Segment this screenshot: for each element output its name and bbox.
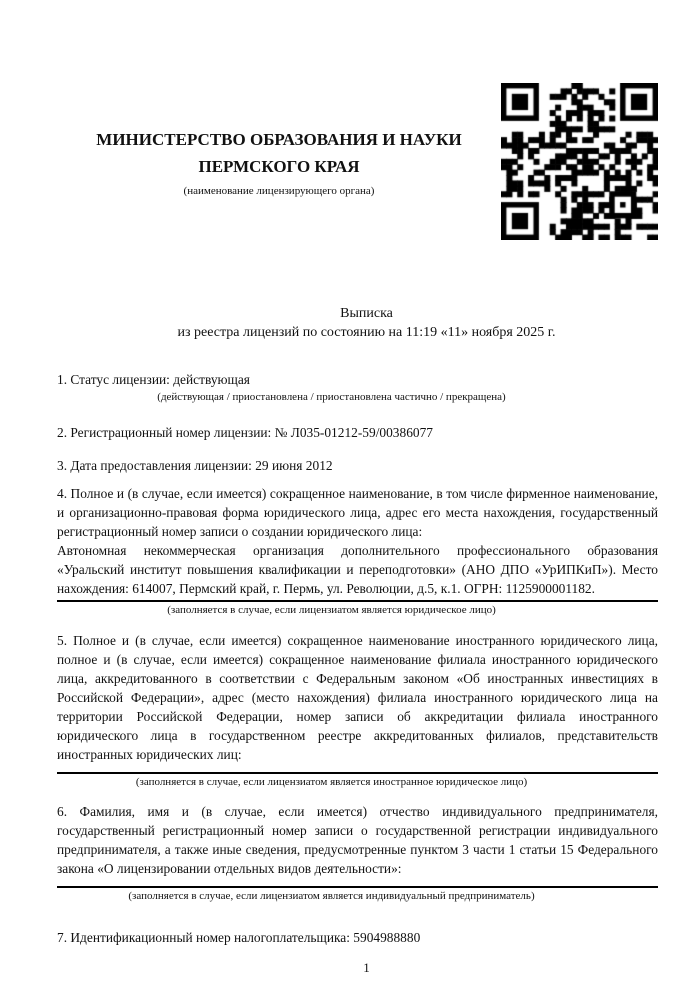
- item-7-text: 7. Идентификационный номер налогоплательщика: 5904988880: [57, 930, 421, 945]
- ministry-name-line2: ПЕРМСКОГО КРАЯ: [198, 156, 360, 176]
- item-4-label: 4. Полное и (в случае, если имеется) сокращенное наименование, в том числе фирменное наименование, и организационно-правовая форма юридического лица, адрес его места нахождения, государственный регистрационный номер записи о создании юридического лица:: [57, 486, 658, 539]
- item-6-label: 6. Фамилия, имя и (в случае, если имеется) отчество индивидуального предпринимателя, государственный регистрационный номер записи о государственной регистрации индивидуального предпринимателя, а также иные сведения, предусмотренные пунктом 3 части 1 статьи 15 Федерального закона «О лицензировании отдельных видов деятельности»:: [57, 804, 658, 876]
- item-1-text: 1. Статус лицензии: действующая: [57, 372, 250, 387]
- item-5-separator-line: [57, 772, 658, 774]
- ministry-name-caption: (наименование лицензирующего органа): [183, 184, 375, 197]
- item-5-caption: (заполняется в случае, если лицензиатом является иностранное юридическое лицо): [135, 776, 528, 788]
- item-5-label: 5. Полное и (в случае, если имеется) сокращенное наименование иностранного юридического лица, полное и (в случае, если имеется) сокращенное наименование филиала иностранного юридического лица, аккредитованного в соответствии с Федеральным законом «Об иностранных инвестициях в Российской Федерации», адрес (место нахождения) филиала иностранного юридического лица на территории Российской Федерации, номер записи об аккредитации филиала иностранного юридического лица в государственном реестре аккредитованных филиалов, представительств иностранных юридических лиц:: [57, 633, 658, 762]
- item-2-registration-number: [57, 423, 658, 442]
- item-2-text: 2. Регистрационный номер лицензии: № Л035-01212-59/00386077: [57, 425, 433, 440]
- item-6-caption: (заполняется в случае, если лицензиатом является индивидуальный предприниматель): [128, 890, 535, 902]
- item-3-license-date: [57, 456, 658, 475]
- item-7-taxpayer-number: [57, 928, 658, 947]
- document-title-line2: из реестра лицензий по состоянию на 11:19 «11» ноября 2025 г.: [177, 325, 556, 340]
- item-5-foreign-entity: [57, 631, 658, 790]
- item-3-text: 3. Дата предоставления лицензии: 29 июня 2012: [57, 458, 333, 473]
- document-title-line1: Выписка: [340, 306, 393, 321]
- licensing-authority-block: [57, 126, 501, 198]
- item-4-caption: (заполняется в случае, если лицензиатом является юридическое лицо): [167, 604, 496, 616]
- page-number: 1: [363, 960, 370, 975]
- document-title: [57, 304, 658, 342]
- qr-code: [501, 83, 658, 240]
- item-1-caption: (действующая / приостановлена / приостановлена частично / прекращена): [157, 391, 506, 403]
- item-6-individual-entrepreneur: [57, 802, 658, 904]
- item-6-separator-line: [57, 886, 658, 888]
- document-header: [57, 83, 658, 240]
- item-4-legal-entity: [57, 484, 658, 618]
- item-4-value: Автономная некоммерческая организация дополнительного профессионального образования «Уральский институт повышения квалификации и переподготовки» (АНО ДПО «УрИПКиП»). Место нахождения: 614007, Пермский край, г. Пермь, ул. Революции, д.5, к.1. ОГРН: 1125900001182.: [57, 543, 658, 596]
- ministry-name-line1: МИНИСТЕРСТВО ОБРАЗОВАНИЯ И НАУКИ: [96, 129, 462, 149]
- item-1-license-status: [57, 370, 658, 405]
- qr-code-container: [501, 83, 658, 240]
- item-4-separator-line: [57, 600, 658, 602]
